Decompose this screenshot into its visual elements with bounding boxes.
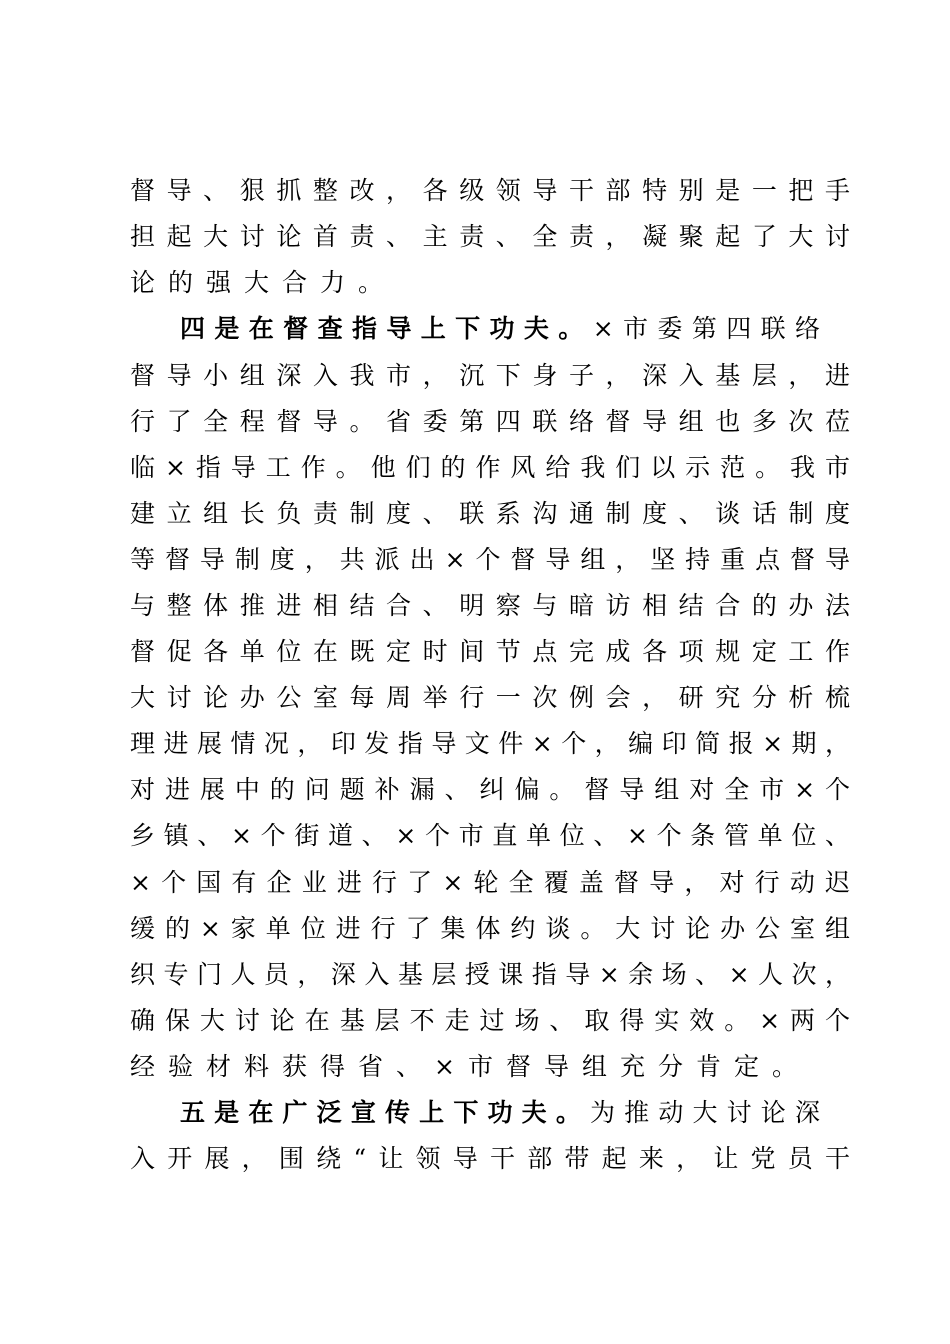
text-line: 论的强大合力。 [130,268,397,297]
paragraph-first-line [180,1090,820,1136]
text-line: 担起大讨论首责、主责、全责，凝聚起了大讨 [130,222,850,251]
text-line: 与整体推进相结合、明察与暗访相结合的办法 [130,591,850,620]
text-line: 临×指导工作。他们的作风给我们以示范。我市 [130,453,850,482]
text-line: 经验材料获得省、×市督导组充分肯定。 [130,1052,810,1081]
paragraph-first-line [180,306,820,352]
text-line: 理进展情况，印发指导文件×个，编印简报×期， [130,729,850,758]
text-line: 对进展中的问题补漏、纠偏。督导组对全市×个 [130,775,850,804]
text-line: 缓的×家单位进行了集体约谈。大讨论办公室组 [130,914,850,943]
text-line: ×个国有企业进行了×轮全覆盖督导，对行动迟 [130,868,850,897]
paragraph-heading: 五是在广泛宣传上下功夫。 [180,1098,590,1127]
text-line: 督导小组深入我市，沉下身子，深入基层，进 [130,361,850,390]
text-line: 行了全程督导。省委第四联络督导组也多次莅 [130,407,850,436]
text-line: 督导、狠抓整改，各级领导干部特别是一把手 [130,176,850,205]
text-line: 等督导制度，共派出×个督导组，坚持重点督导 [130,545,850,574]
text-line: 确保大讨论在基层不走过场、取得实效。×两个 [130,1006,850,1035]
paragraph-text: ×市委第四联络 [592,314,820,343]
text-line: 织专门人员，深入基层授课指导×余场、×人次， [130,960,850,989]
text-line: 乡镇、×个街道、×个市直单位、×个条管单位、 [130,821,850,850]
text-line: 建立组长负责制度、联系沟通制度、谈话制度 [130,499,850,528]
text-line: 入开展，围绕“让领导干部带起来，让党员干 [130,1144,850,1173]
text-line: 大讨论办公室每周举行一次例会，研究分析梳 [130,683,850,712]
paragraph-heading: 四是在督查指导上下功夫。 [180,314,593,343]
text-line: 督促各单位在既定时间节点完成各项规定工作 [130,637,850,666]
paragraph-text: 为推动大讨论深 [589,1098,820,1127]
